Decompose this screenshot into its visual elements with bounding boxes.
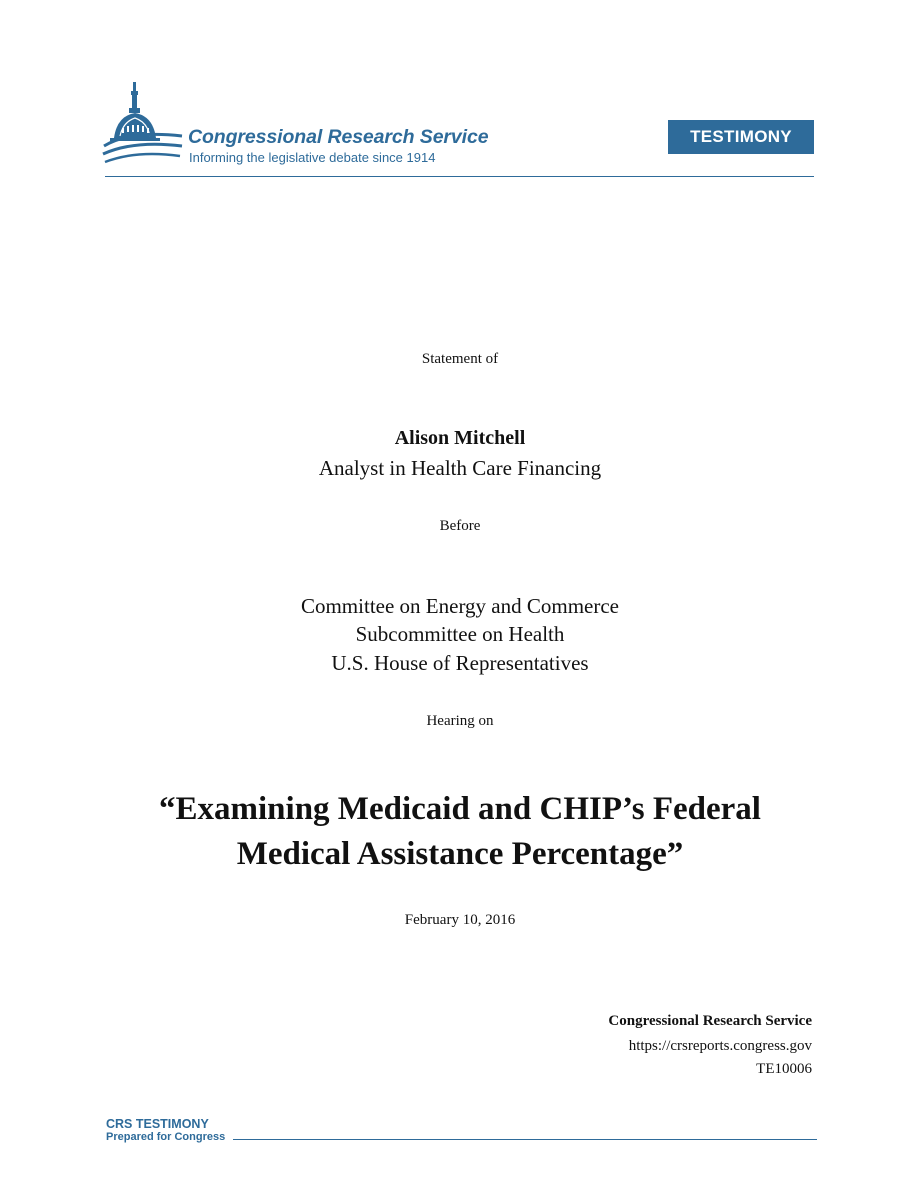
committee-line: Committee on Energy and Commerce — [300, 594, 620, 618]
header-divider — [105, 176, 814, 177]
org-tagline: Informing the legislative debate since 1914 — [189, 150, 436, 165]
committee-line: U.S. House of Representatives — [331, 651, 589, 675]
crs-logo — [100, 80, 184, 170]
capitol-dome-icon — [100, 80, 184, 170]
statement-intro: Statement of — [421, 351, 499, 367]
footer-title: CRS TESTIMONY — [106, 1117, 209, 1131]
committee-line: Subcommittee on Health — [355, 622, 565, 646]
hearing-date: February 10, 2016 — [404, 912, 516, 928]
hearing-label: Hearing on — [426, 713, 494, 729]
footer-subtitle: Prepared for Congress — [106, 1131, 226, 1143]
testimony-badge: TESTIMONY — [668, 120, 814, 154]
org-name: Congressional Research Service — [188, 126, 489, 148]
hearing-title-line: “Examining Medicaid and CHIP’s Federal — [159, 791, 761, 827]
witness-name: Alison Mitchell — [394, 427, 526, 449]
before-label: Before — [439, 518, 481, 534]
hearing-title-line: Medical Assistance Percentage” — [236, 836, 684, 872]
publisher-url[interactable]: https://crsreports.congress.gov — [628, 1038, 812, 1054]
footer-divider — [233, 1139, 817, 1140]
publisher-name: Congressional Research Service — [608, 1013, 812, 1029]
report-id: TE10006 — [756, 1061, 812, 1077]
witness-role: Analyst in Health Care Financing — [318, 456, 602, 480]
